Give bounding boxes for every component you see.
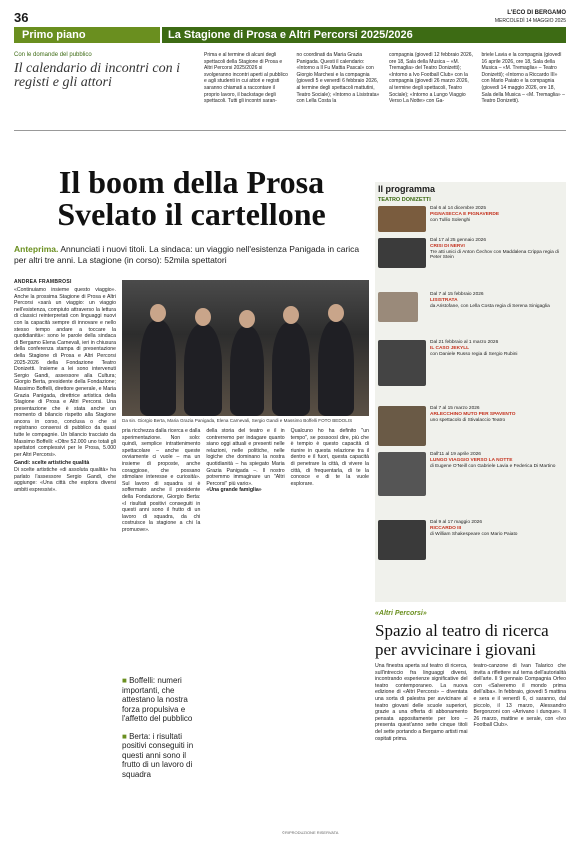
caption-text: Da sin. Giorgio Berta, Maria Grazia Panigada, Elena Carnevali, Sergio Gandi e Massimo Boffelli bbox=[122, 418, 317, 423]
altri-percorsi-head: «Altri Percorsi» bbox=[375, 610, 427, 617]
body-text: teatro-canzone di Ivan Talarico che invita a riflettere sul tema dell'autorialità dell'arte. Il 9 gennaio Compagnia Orfeo con «Salveremo il mondo prima dell'alba». In febbraio, giovedì 5 mattina e sera e il venerdì 6, ci saranno, dal piccolo, il 13 marzo, Alessandro Bergonzoni con «Arrivano i dunque». Il 26 marzo, mattine e serale, con «Ivo Football Club». bbox=[473, 663, 566, 729]
body-text: «Continuiamo insieme questo viaggio». Anche la prossima Stagione di Prosa e Altri Percorsi «sarà un viaggio: un viaggio nell'esistenza, compiuto attraverso la lettura di classici reinterpretati con linguaggi nuovi con la capacità sempre di innovare e nello stesso tempo andare a toccare la quotidianità»: sono le parole della sindaca di Bergamo Elena Carnevali, ieri in chiusura della conferenza stampa di presentazione della Stagione di Prosa e Altri Percorsi 2025-2026 della Fondazione Teatro Donizetti. Insieme a lei sono intervenuti Sergio Gandi, assessore alla Cultura; Giorgio Berta, presidente della Fondazione; Massimo Boffelli, direttore generale, e Maria Grazia Panigada, direttrice artistica della Stagione di Prosa e Altri Percorsi. Una presentazione che è stata anche un momento di bilancio rispetto alla Stagione ancora in corso, conclusa o che si registrano consensi di pubblico da quasi tutte le compagnie. Un bilancio tracciato da Massimo Boffelli: «Oltre 52.000 uno totali gli spettatori complessivi per le Prosa, 5.000 per Altri Percorsi». bbox=[14, 287, 116, 458]
person-figure bbox=[318, 320, 354, 416]
headline: Il boom della Prosa Svelato il cartellone bbox=[57, 164, 326, 232]
article-column-1 bbox=[14, 287, 116, 493]
person-figure bbox=[184, 324, 222, 416]
body-text: della storia del teatro e il in contrerremo per indagare quanto siano oggi attuali e presenti nelle relazioni, nelle politiche, nelle logiche che dominano la nostra quotidianità – ha spiegato Maria Grazia Panigada –. Il nostro potremmo immaginare un "Altri Percorsi" più vario». bbox=[206, 428, 285, 487]
programma-title: Il programma bbox=[378, 184, 436, 194]
body-text: Qualcuno ho ha definito "un tempo", se possoosì dire, più che è tempio è questo capacità di riunire in questa relazione tra il dentro e il fuori, questa capacità di penetrare la città, di vivere la città, di frequentarla, di te la conosce e di te la vuole esplorare. bbox=[290, 428, 369, 487]
altri-percorsi-title: Spazio al teatro di ricerca per avvicinare i giovani bbox=[375, 621, 549, 659]
divider bbox=[14, 130, 566, 131]
show-thumbnail bbox=[378, 238, 426, 268]
programma-venue: TEATRO DONIZETTI bbox=[378, 197, 431, 203]
page-number: 36 bbox=[14, 10, 29, 25]
person-figure bbox=[272, 322, 310, 416]
show-entry: Dal 9 al 17 maggio 2026 RICCARDO III di William Shakespeare con Mario Paiato bbox=[430, 520, 518, 537]
top-column: compagnia (giovedì 12 febbraio 2026, ore 18, Sala della Musica – «M. Tremaglia» del Teatro Donizetti); «Intorno a Ivo Football Club» con la compagnia (giovedì 26 marzo 2026, al termine degli spettacoli, Teatro Sociale); «Intorno a Lungo Viaggio Verso La Notte» con Ga- bbox=[389, 52, 473, 105]
show-thumbnail bbox=[378, 206, 426, 232]
teaser-kicker: Con le domande del pubblico bbox=[14, 52, 92, 58]
show-thumbnail bbox=[378, 292, 418, 322]
teaser-text: Il calendario di incontri con i registi e gli attori bbox=[14, 61, 181, 90]
article-lower-columns bbox=[122, 428, 369, 534]
show-thumbnail bbox=[378, 452, 426, 496]
show-entry: Dal 6 al 14 dicembre 2025 PIGNASECCA E PIGNAVERDE con Tullio Solenghi bbox=[430, 206, 500, 223]
subheading: Gandi: scelte artistiche qualità bbox=[14, 460, 90, 467]
show-thumbnail bbox=[378, 340, 426, 386]
show-entry: Dal 7 al 15 marzo 2026 ARLECCHINO MUTO PER SPAVENTO uno spettacolo di Stivalaccio Teatro bbox=[430, 406, 516, 423]
section-label: Primo piano bbox=[14, 27, 160, 43]
masthead-title: L'ECO DI BERGAMO bbox=[507, 10, 566, 16]
top-column: Prima e al termine di alcuni degli spettacoli della Stagione di Prosa e Altri Percorsi 2025/2026 si svolgeranno incontri aperti al pubblico e agli studenti in cui attori e registi saranno chiamati a raccontare il proprio lavoro, il backstage degli spettacoli. Tutti gli incontri saran- bbox=[204, 52, 288, 105]
body-text: Di scelte artistiche «di assoluta qualità» ha parlato l'assessore Sergio Gandi, che aggiunge: «Una città che esplora diversi ambiti espressivi». bbox=[14, 467, 116, 493]
copyright: ©RIPRODUZIONE RISERVATA bbox=[282, 830, 339, 835]
subheading: «Una grande famiglia» bbox=[206, 487, 262, 494]
show-entry: Dal 7 al 15 febbraio 2026 LISISTRATA da Aristofane, con Lella Costa regia di Serena Sinigaglia bbox=[430, 292, 550, 309]
show-thumbnail bbox=[378, 520, 426, 560]
altri-percorsi-columns bbox=[375, 663, 566, 742]
pull-quote: ■ Berta: i risultati positivi conseguiti in questi anni sono il frutto di un lavoro di squadra bbox=[122, 731, 194, 779]
body-text: pria ricchezza dalla ricerca e dalla sperimentazione. Non solo: quindi, semplice intrattenimento spettacolare – anche queste ovviamente ci vuole – ma un insieme di proposte, anche coraggiose, che possano stimolare interesse e curiosità». Sul lavoro di squadra si è soffermato anche il presidente della Fondazione, Giorgio Berta: «I risultati positivi conseguiti in questi anni sono il frutto di un lavoro di squadra, da chi costruisce la stagione a chi la promuove». bbox=[122, 428, 201, 533]
top-column: briele Lavia e la compagnia (giovedì 16 aprile 2026, ore 18, Sala della Musica – «M. Tremaglia» – Teatro Donizetti); «Intorno a Riccardo III» con Mario Paiato e la compagnia (giovedì 14 maggio 2026, ore 18, Sala della Musica – «M. Tremaglia» – Teatro Donizetti). bbox=[481, 52, 565, 105]
author: ANDREA FRAMBROSI bbox=[14, 279, 72, 285]
top-column: no coordinati da Maria Grazia Panigada. Questi il calendario: «Intorno a Il Fu Mattia Pascal» con Giorgio Marchesi e la compagnia (giovedì 5 e venerdì 6 febbraio 2026, al termine degli spettacoli mattutini, Teatro Sociale); «Intorno a Lisistrata» con Lella Costa la bbox=[296, 52, 380, 105]
pull-quotes bbox=[122, 676, 200, 787]
masthead-date: MERCOLEDÌ 14 MAGGIO 2025 bbox=[494, 18, 566, 24]
photo-credit: FOTO BEDOLIS bbox=[318, 418, 353, 423]
top-columns bbox=[204, 52, 566, 105]
summary bbox=[14, 244, 369, 266]
person-figure bbox=[140, 320, 176, 416]
show-entry: Dal 17 al 25 gennaio 2026 CRISI DI NERVI Tre atti unici di Anton Čechov con Maddalena Crippa regia di Peter Stein bbox=[430, 238, 559, 261]
section-title: La Stagione di Prosa e Altri Percorsi 2025/2026 bbox=[162, 27, 566, 43]
show-entry: Dall'11 al 19 aprile 2026 LUNGO VIAGGIO VERSO LA NOTTE di Eugene O'Neill con Gabriele Lavia e Federica Di Martino bbox=[430, 452, 556, 469]
summary-text: Annunciati i nuovi titoli. La sindaca: un viaggio nell'esistenza Panigada in carica per altri tre anni. La stagione (in corso): 52mila spettatori bbox=[14, 244, 360, 265]
person-figure bbox=[230, 326, 264, 416]
body-text: Una finestra aperta sul teatro di ricerca, sull'intreccio fra linguaggi diversi, incontrando esperienze significative del teatro contemporaneo. La nuova edizione di «Altri Percorsi» – diventata una sorta di palestra per avvicinare al teatro giovani delle scuole superiori, grazie a una offerta di abbonamento pensata appositamente per loro – presenta quest'anno sette cinque titoli del sette portando a Bergamo artisti mai ospitati prima. bbox=[375, 663, 468, 742]
photo-caption bbox=[122, 418, 369, 423]
masthead bbox=[495, 9, 566, 25]
pull-quote: ■ Boffelli: numeri importanti, che attestano la nostra forza propulsiva e l'affetto del pubblico bbox=[122, 676, 193, 723]
group-photo bbox=[122, 280, 369, 416]
summary-label: Anteprima. bbox=[14, 244, 59, 254]
show-thumbnail bbox=[378, 406, 426, 446]
show-entry: Dal 21 febbraio al 1 marzo 2026 IL CASO JEKYLL con Daniele Russo regia di Sergio Rubini bbox=[430, 340, 518, 357]
